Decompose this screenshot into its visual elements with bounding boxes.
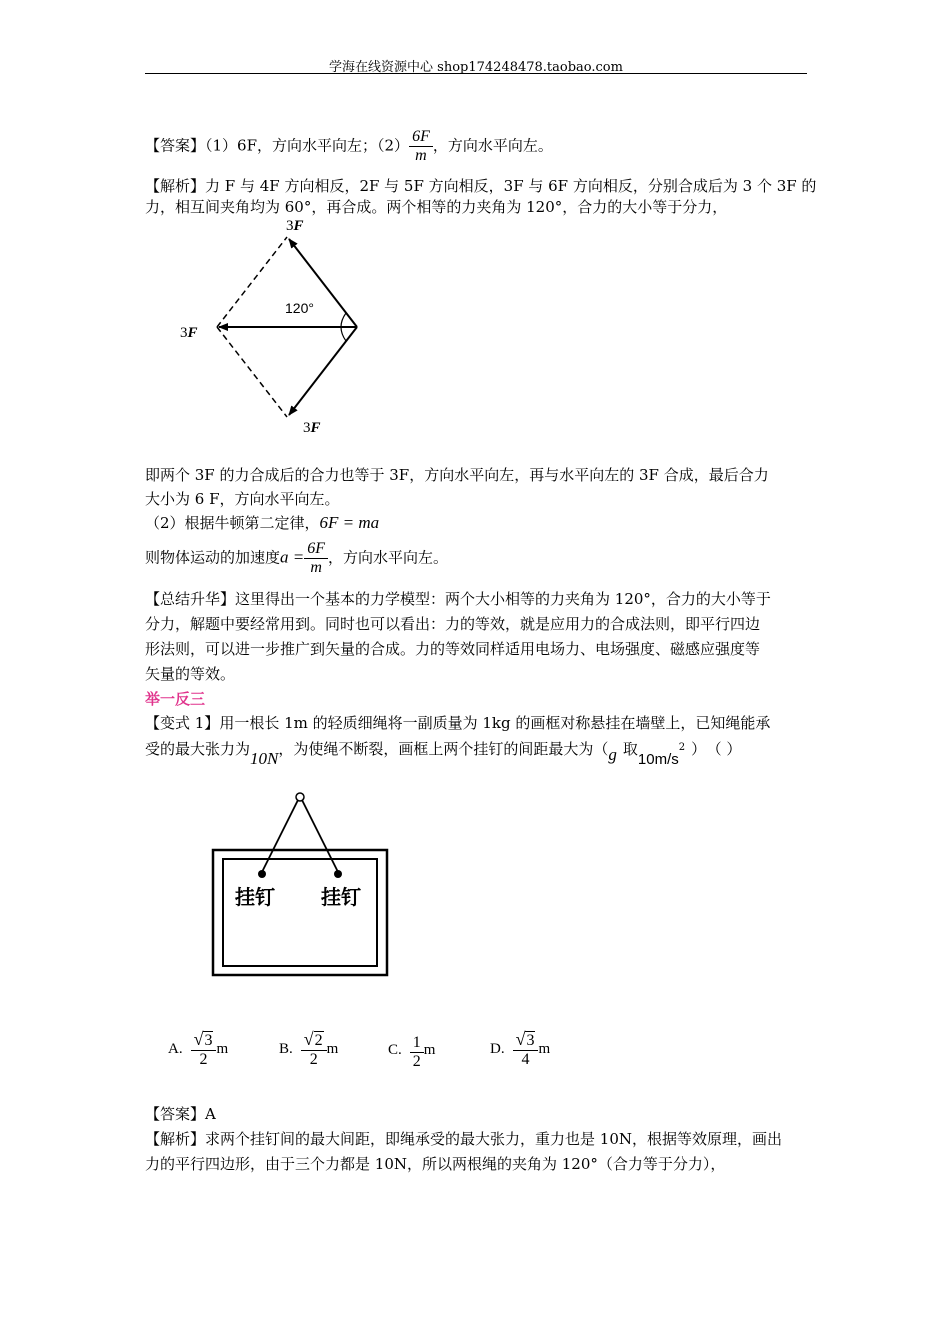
nail-left-label: 挂钉 [235, 885, 275, 909]
fraction-acceleration: $\frac{6F}{m}$ [304, 540, 328, 577]
option-d[interactable]: D. $\frac{√3}{4}$ m [490, 1029, 551, 1068]
answer-1: 【答案】（1）6F，方向水平向左；（2） $\frac{6F}{m}$ ，方向水平向左。 [145, 128, 553, 164]
summary-label: 【总结升华】 [145, 590, 236, 608]
page-header: 学海在线资源中心 shop174248478.taobao.com [329, 60, 623, 75]
option-c[interactable]: C. $\frac{1}{2}$ m [388, 1034, 436, 1070]
summary-line-4: 矢量的等效。 [145, 665, 236, 683]
section-title: 举一反三 [145, 690, 206, 708]
angle-label: 120° [285, 300, 314, 316]
option-b[interactable]: B. $\frac{√2}{2}$ m [279, 1029, 339, 1068]
fraction-6f-over-m: $\frac{6F}{m}$ [409, 128, 433, 165]
summary-line-1: 【总结升华】这里得出一个基本的力学模型：两个大小相等的力夹角为 120°，合力的大小等于 [145, 590, 771, 608]
answer-value: A [205, 1105, 216, 1123]
para-2-line-1: 即两个 3F 的力合成后的合力也等于 3F，方向水平向左，再与水平向左的 3F 合成，最后合力 [145, 466, 769, 484]
force-label-left: 3F [180, 325, 198, 341]
option-a[interactable]: A. $\frac{√3}{2}$ m [168, 1029, 229, 1068]
summary-line-3: 形法则，可以进一步推广到矢量的合成。力的等效同样适用电场力、电场强度、磁感应强度等 [145, 640, 761, 658]
summary-line-2: 分力，解题中要经常用到。同时也可以看出：力的等效，就是应用力的合成法则，即平行四边 [145, 615, 761, 633]
picture-frame-diagram [205, 788, 395, 983]
para-2-line-3: （2）根据牛顿第二定律，6F = ma [145, 513, 380, 532]
header-divider [145, 73, 807, 74]
force-diagram [170, 215, 370, 440]
para-2-line-4: 则物体运动的加速度a = $\frac{6F}{m}$ ，方向水平向左。 [145, 540, 449, 576]
analysis-label: 【解析】 [145, 177, 206, 195]
frame-outer [213, 850, 387, 975]
analysis-1-line-1: 【解析】力 F 与 4F 方向相反，2F 与 5F 方向相反，3F 与 6F 方向相反，分别合成后为 3 个 3F 的 [145, 177, 817, 195]
force-label-top: 3F [286, 218, 304, 234]
dashed-edge-bottom [217, 327, 287, 417]
analysis-1-line-2: 力，相互间夹角均为 60°，再合成。两个相等的力夹角为 120°，合力的大小等于分力， [145, 198, 728, 216]
string-right [302, 800, 338, 872]
variant-line-2: 受的最大张力为10N，为使绳不断裂，画框上两个挂钉的间距最大为（g 取$10m/s^2$ ） （ ） [145, 740, 742, 768]
answer-label: 【答案】 [145, 136, 206, 155]
answer-2 [145, 1103, 216, 1124]
tension-value: 10N [250, 749, 279, 768]
dashed-edge-top [217, 237, 287, 327]
analysis-2-line-2: 力的平行四边形，由于三个力都是 10N，所以两根绳的夹角为 120°（合力等于分力）， [145, 1155, 726, 1173]
variant-line-1: 【变式 1】用一根长 1m 的轻质细绳将一副质量为 1kg 的画框对称悬挂在墙壁上，已知绳能承 [145, 714, 771, 732]
nail-right-label: 挂钉 [321, 885, 361, 909]
para-2-line-2: 大小为 6 F，方向水平向左。 [145, 490, 340, 508]
equation-newton: 6F = ma [319, 513, 380, 532]
force-label-bottom: 3F [303, 420, 321, 436]
answer-label: 【答案】 [145, 1105, 206, 1123]
analysis-2-line-1: 【解析】求两个挂钉间的最大间距，即绳承受的最大张力，重力也是 10N，根据等效原理，画出 [145, 1130, 782, 1148]
string-left [262, 800, 298, 872]
nail-right-icon [334, 870, 342, 878]
analysis-label: 【解析】 [145, 1130, 206, 1148]
force-arrow-bottom [289, 327, 357, 415]
nail-left-icon [258, 870, 266, 878]
frame-inner [223, 859, 377, 966]
variant-label: 【变式 1】 [145, 714, 220, 732]
answer-blank: （ ） [714, 740, 742, 758]
